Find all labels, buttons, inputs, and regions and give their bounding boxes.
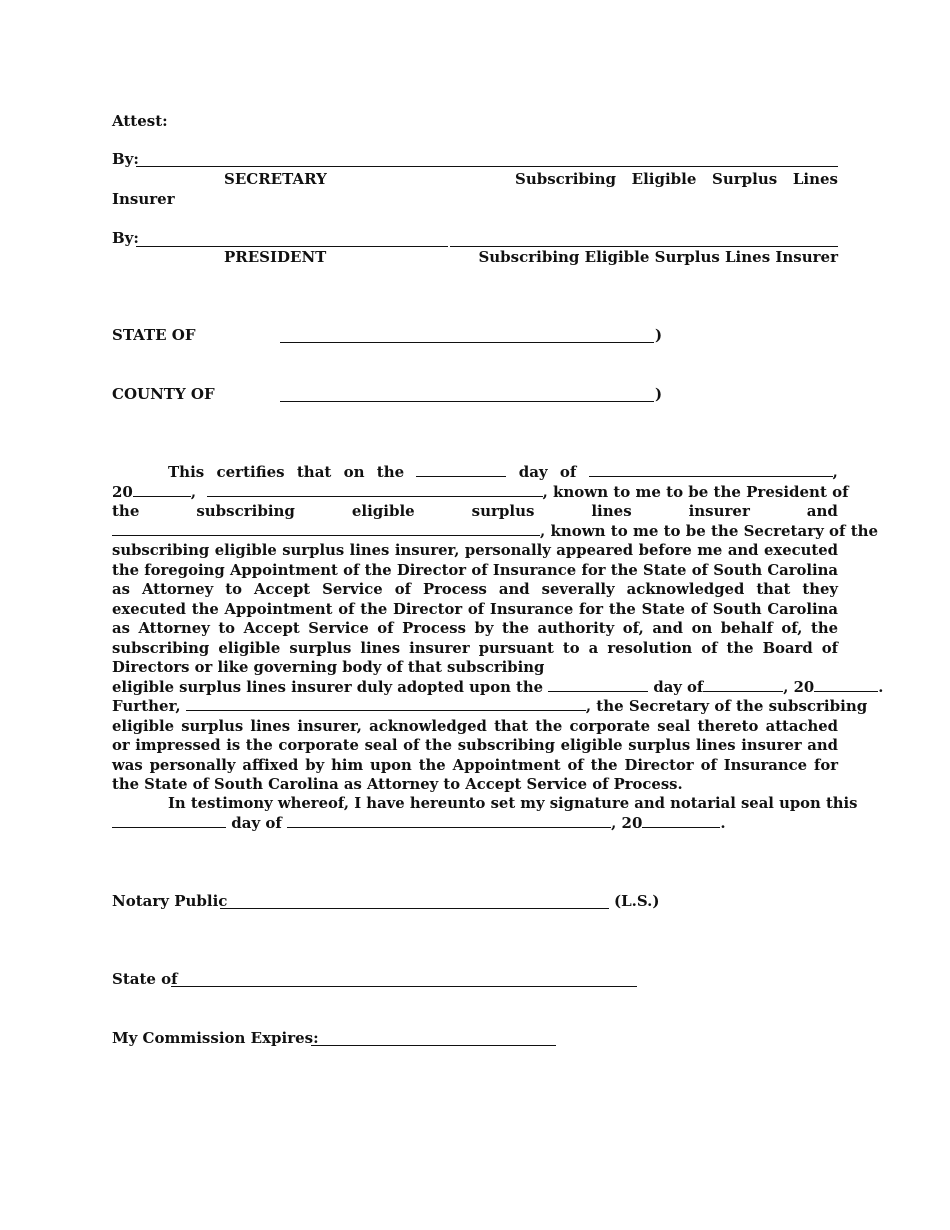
insurer-label-2: Subscribing Eligible Surplus Lines Insurer [478, 248, 838, 266]
resolution-month-blank[interactable] [703, 678, 783, 692]
text-word: that [296, 463, 332, 481]
text-run: day of [653, 678, 704, 696]
text-word: eligible [351, 502, 415, 520]
text-run: Further, [112, 697, 181, 715]
certification-tail: eligible surplus lines insurer, acknowledged that the corporate seal thereto attached or impressed is the corporate seal of the subscribing eligible surplus lines insurer and was personally affixed by him upon the Appointment of the Director of Insurance for the State of South Carolina as Attorney to Accept Service of Process. [112, 717, 838, 793]
text-word: the [376, 463, 405, 481]
text-word: surplus [471, 502, 535, 520]
secretary-name-blank[interactable] [112, 522, 540, 536]
text-run: day of [231, 813, 282, 832]
text-word: the [112, 502, 140, 520]
insurer-label-word: Eligible [631, 170, 697, 188]
text-run: , known to me to be the President of [542, 482, 849, 501]
certification-body: subscribing eligible surplus lines insurer, personally appeared before me and executed the foregoing Appointment of the Director of Insurance for the State of South Carolina as Attorney to Accept Service of Process and severally acknowledged that they executed the Appointment of the Director of Insurance for the State of South Carolina as Attorney to Accept Service of Process by the authority of, and on behalf of, the subscribing eligible surplus lines insurer pursuant to a resolution of the Board of Directors or like governing body of that subscribing [112, 542, 838, 676]
state-label: STATE OF [112, 326, 196, 344]
signature-line-secretary[interactable] [136, 166, 838, 167]
commission-label: My Commission Expires: [112, 1029, 319, 1047]
state-of-line[interactable] [171, 986, 637, 987]
text-run: , 20 [783, 678, 815, 696]
signature-line-president[interactable] [136, 246, 448, 247]
state-paren: ) [655, 326, 663, 344]
by-label-2: By: [112, 229, 139, 247]
notary-signature-line[interactable] [220, 908, 609, 909]
testimony-line: In testimony whereof, I have hereunto set my signature and notarial seal upon this [168, 795, 858, 812]
insurer-label-wrap: Insurer [112, 190, 175, 208]
certification-paragraph [112, 463, 884, 795]
text-word: day [518, 463, 548, 481]
text-word: on [343, 463, 365, 481]
text-run: eligible surplus lines insurer duly adopted upon the [112, 678, 544, 696]
president-name-blank[interactable] [207, 483, 543, 497]
insurer-label-1 [515, 170, 838, 190]
month-blank[interactable] [589, 463, 833, 477]
text-run: , 20 [611, 813, 643, 832]
text-word: certifies [216, 463, 285, 481]
text-word: This [168, 463, 205, 481]
testimony-paragraph [112, 794, 858, 833]
text-word: , [190, 482, 197, 501]
ls-label: (L.S.) [614, 892, 660, 910]
day-blank[interactable] [416, 463, 506, 477]
testimony-year-blank[interactable] [642, 814, 720, 828]
text-word: , [832, 463, 838, 481]
testimony-day-blank[interactable] [112, 814, 226, 828]
insurer-label-word: Lines [792, 170, 838, 188]
signature-line-insurer[interactable] [450, 246, 838, 247]
text-word: insurer [688, 502, 750, 520]
resolution-year-blank[interactable] [814, 678, 878, 692]
attest-label: Attest: [112, 112, 168, 130]
text-run: . [720, 813, 726, 832]
state-of-label: State of [112, 970, 178, 988]
county-line[interactable] [280, 401, 654, 402]
text-word: 20 [112, 482, 133, 501]
insurer-label-word: Subscribing [515, 170, 616, 188]
insurer-label-word: Surplus [712, 170, 778, 188]
text-run: , known to me to be the Secretary of the [540, 521, 879, 540]
county-paren: ) [655, 385, 663, 403]
resolution-day-blank[interactable] [548, 678, 648, 692]
county-label: COUNTY OF [112, 385, 215, 403]
text-word: and [806, 502, 838, 520]
president-title: PRESIDENT [224, 248, 327, 266]
text-run: , the Secretary of the subscribing [585, 697, 868, 715]
text-word: lines [591, 502, 632, 520]
text-word: of [559, 463, 577, 481]
testimony-month-blank[interactable] [287, 814, 611, 828]
state-line[interactable] [280, 342, 654, 343]
year-blank[interactable] [133, 483, 191, 497]
by-label-1: By: [112, 150, 139, 168]
text-word: subscribing [196, 502, 295, 520]
commission-line[interactable] [311, 1045, 556, 1046]
secretary-title: SECRETARY [224, 170, 327, 188]
further-secretary-blank[interactable] [186, 697, 586, 711]
notary-label: Notary Public [112, 892, 228, 910]
text-run: . [878, 678, 884, 696]
